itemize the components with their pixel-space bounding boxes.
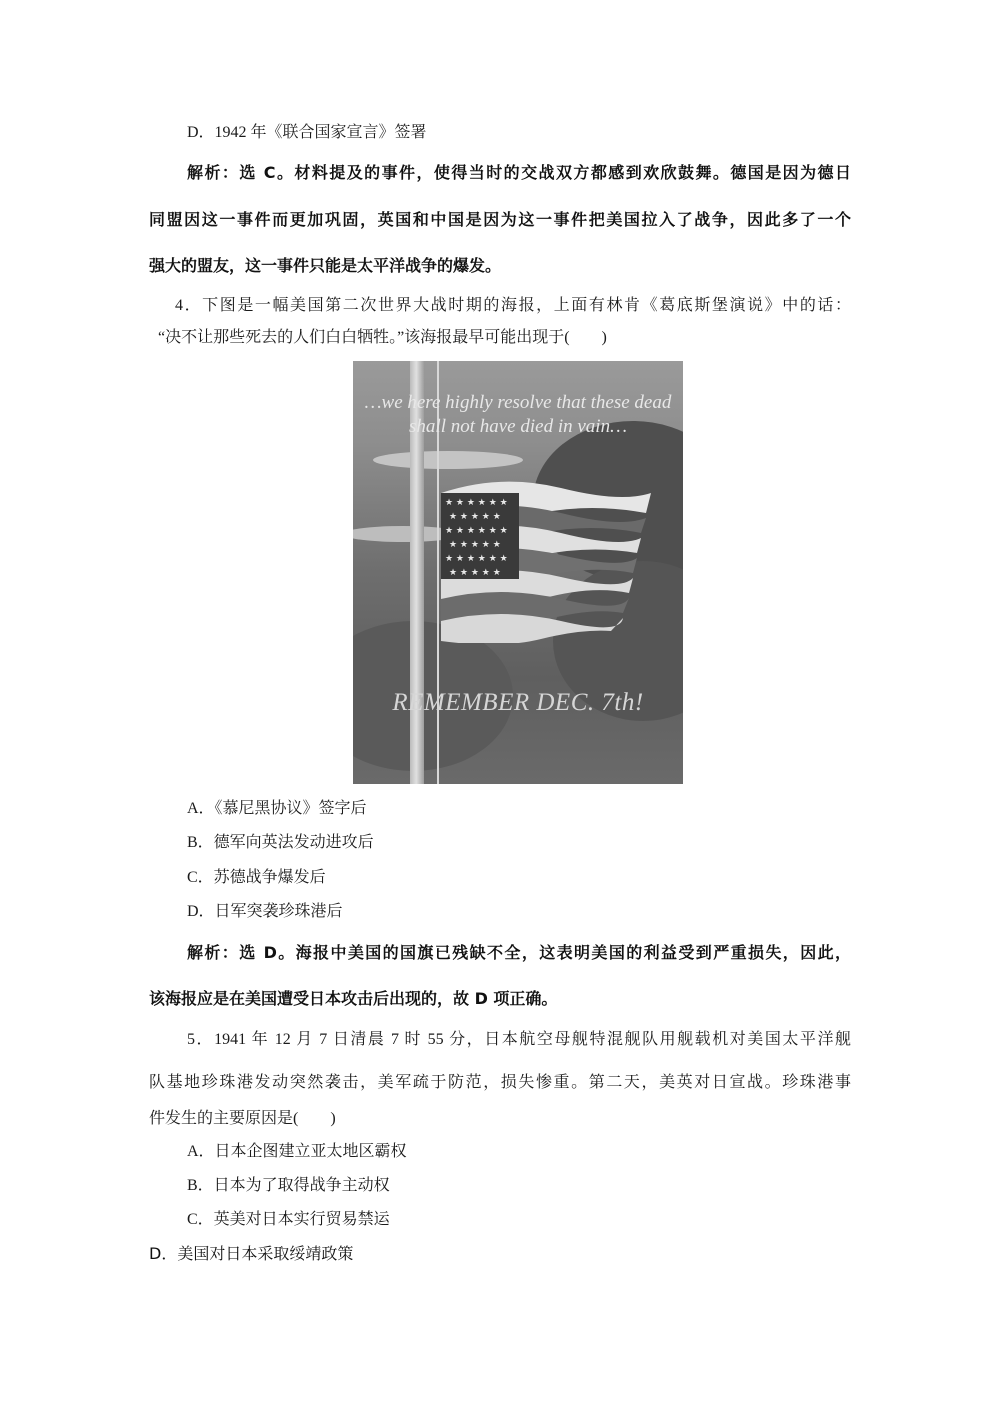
q5-option-d: D．美国对日本采取绥靖政策 [149,1244,354,1263]
svg-text:★ ★ ★ ★ ★: ★ ★ ★ ★ ★ [449,540,501,550]
poster-quote-line-2: shall not have died in vain… [409,416,627,437]
q3-analysis-line-3: 强大的盟友，这一事件只能是太平洋战争的爆发。 [149,256,502,275]
q5-option-a: A．日本企图建立亚太地区霸权 [187,1143,407,1160]
us-flag-icon [441,473,651,643]
ww2-poster-image [353,361,683,784]
poster-caption: REMEMBER DEC. 7th! [392,689,644,716]
q3-option-d: D．1942 年《联合国家宣言》签署 [187,124,427,141]
q4-option-d: D．日军突袭珍珠港后 [187,903,343,920]
q3-analysis-line-2: 同盟因这一事件而更加巩固，英国和中国是因为这一事件把美国拉入了战争，因此多了一个 [149,210,851,229]
q5-option-b: B．日本为了取得战争主动权 [187,1177,390,1194]
q5-option-c: C．英美对日本实行贸易禁运 [187,1211,390,1228]
q4-option-b: B．德军向英法发动进攻后 [187,834,374,851]
q5-stem-line-2: 队基地珍珠港发动突然袭击，美军疏于防范，损失惨重。第二天，美英对日宣战。珍珠港事 [149,1074,851,1091]
q5-stem-line-3: 件发生的主要原因是( ) [149,1110,336,1127]
svg-text:★ ★ ★ ★ ★: ★ ★ ★ ★ ★ [449,512,501,522]
svg-text:★ ★ ★ ★ ★ ★: ★ ★ ★ ★ ★ ★ [445,498,508,508]
poster-quote-line-1: …we here highly resolve that these dead [364,392,672,413]
q4-option-a: A．《慕尼黑协议》签字后 [187,800,367,817]
q4-analysis-line-2: 该海报应是在美国遭受日本攻击后出现的，故 D 项正确。 [149,989,558,1008]
svg-text:★ ★ ★ ★ ★: ★ ★ ★ ★ ★ [449,568,501,578]
q3-analysis-line-1: 解析：选 C。材料提及的事件，使得当时的交战双方都感到欢欣鼓舞。德国是因为德日 [187,163,851,182]
q5-stem-line-1: 5．1941 年 12 月 7 日清晨 7 时 55 分，日本航空母舰特混舰队用舰载机对美国太平洋舰 [187,1031,851,1048]
q4-stem-line-1: 4．下图是一幅美国第二次世界大战时期的海报，上面有林肯《葛底斯堡演说》中的话： [175,297,851,314]
svg-text:★ ★ ★ ★ ★ ★: ★ ★ ★ ★ ★ ★ [445,526,508,536]
svg-text:★ ★ ★ ★ ★ ★: ★ ★ ★ ★ ★ ★ [445,554,508,564]
q4-analysis-line-1: 解析：选 D。海报中美国的国旗已残缺不全，这表明美国的利益受到严重损失，因此， [187,943,851,962]
q4-stem-line-2: “决不让那些死去的人们白白牺牲。”该海报最早可能出现于( ) [158,329,607,346]
q4-option-c: C．苏德战争爆发后 [187,869,326,886]
